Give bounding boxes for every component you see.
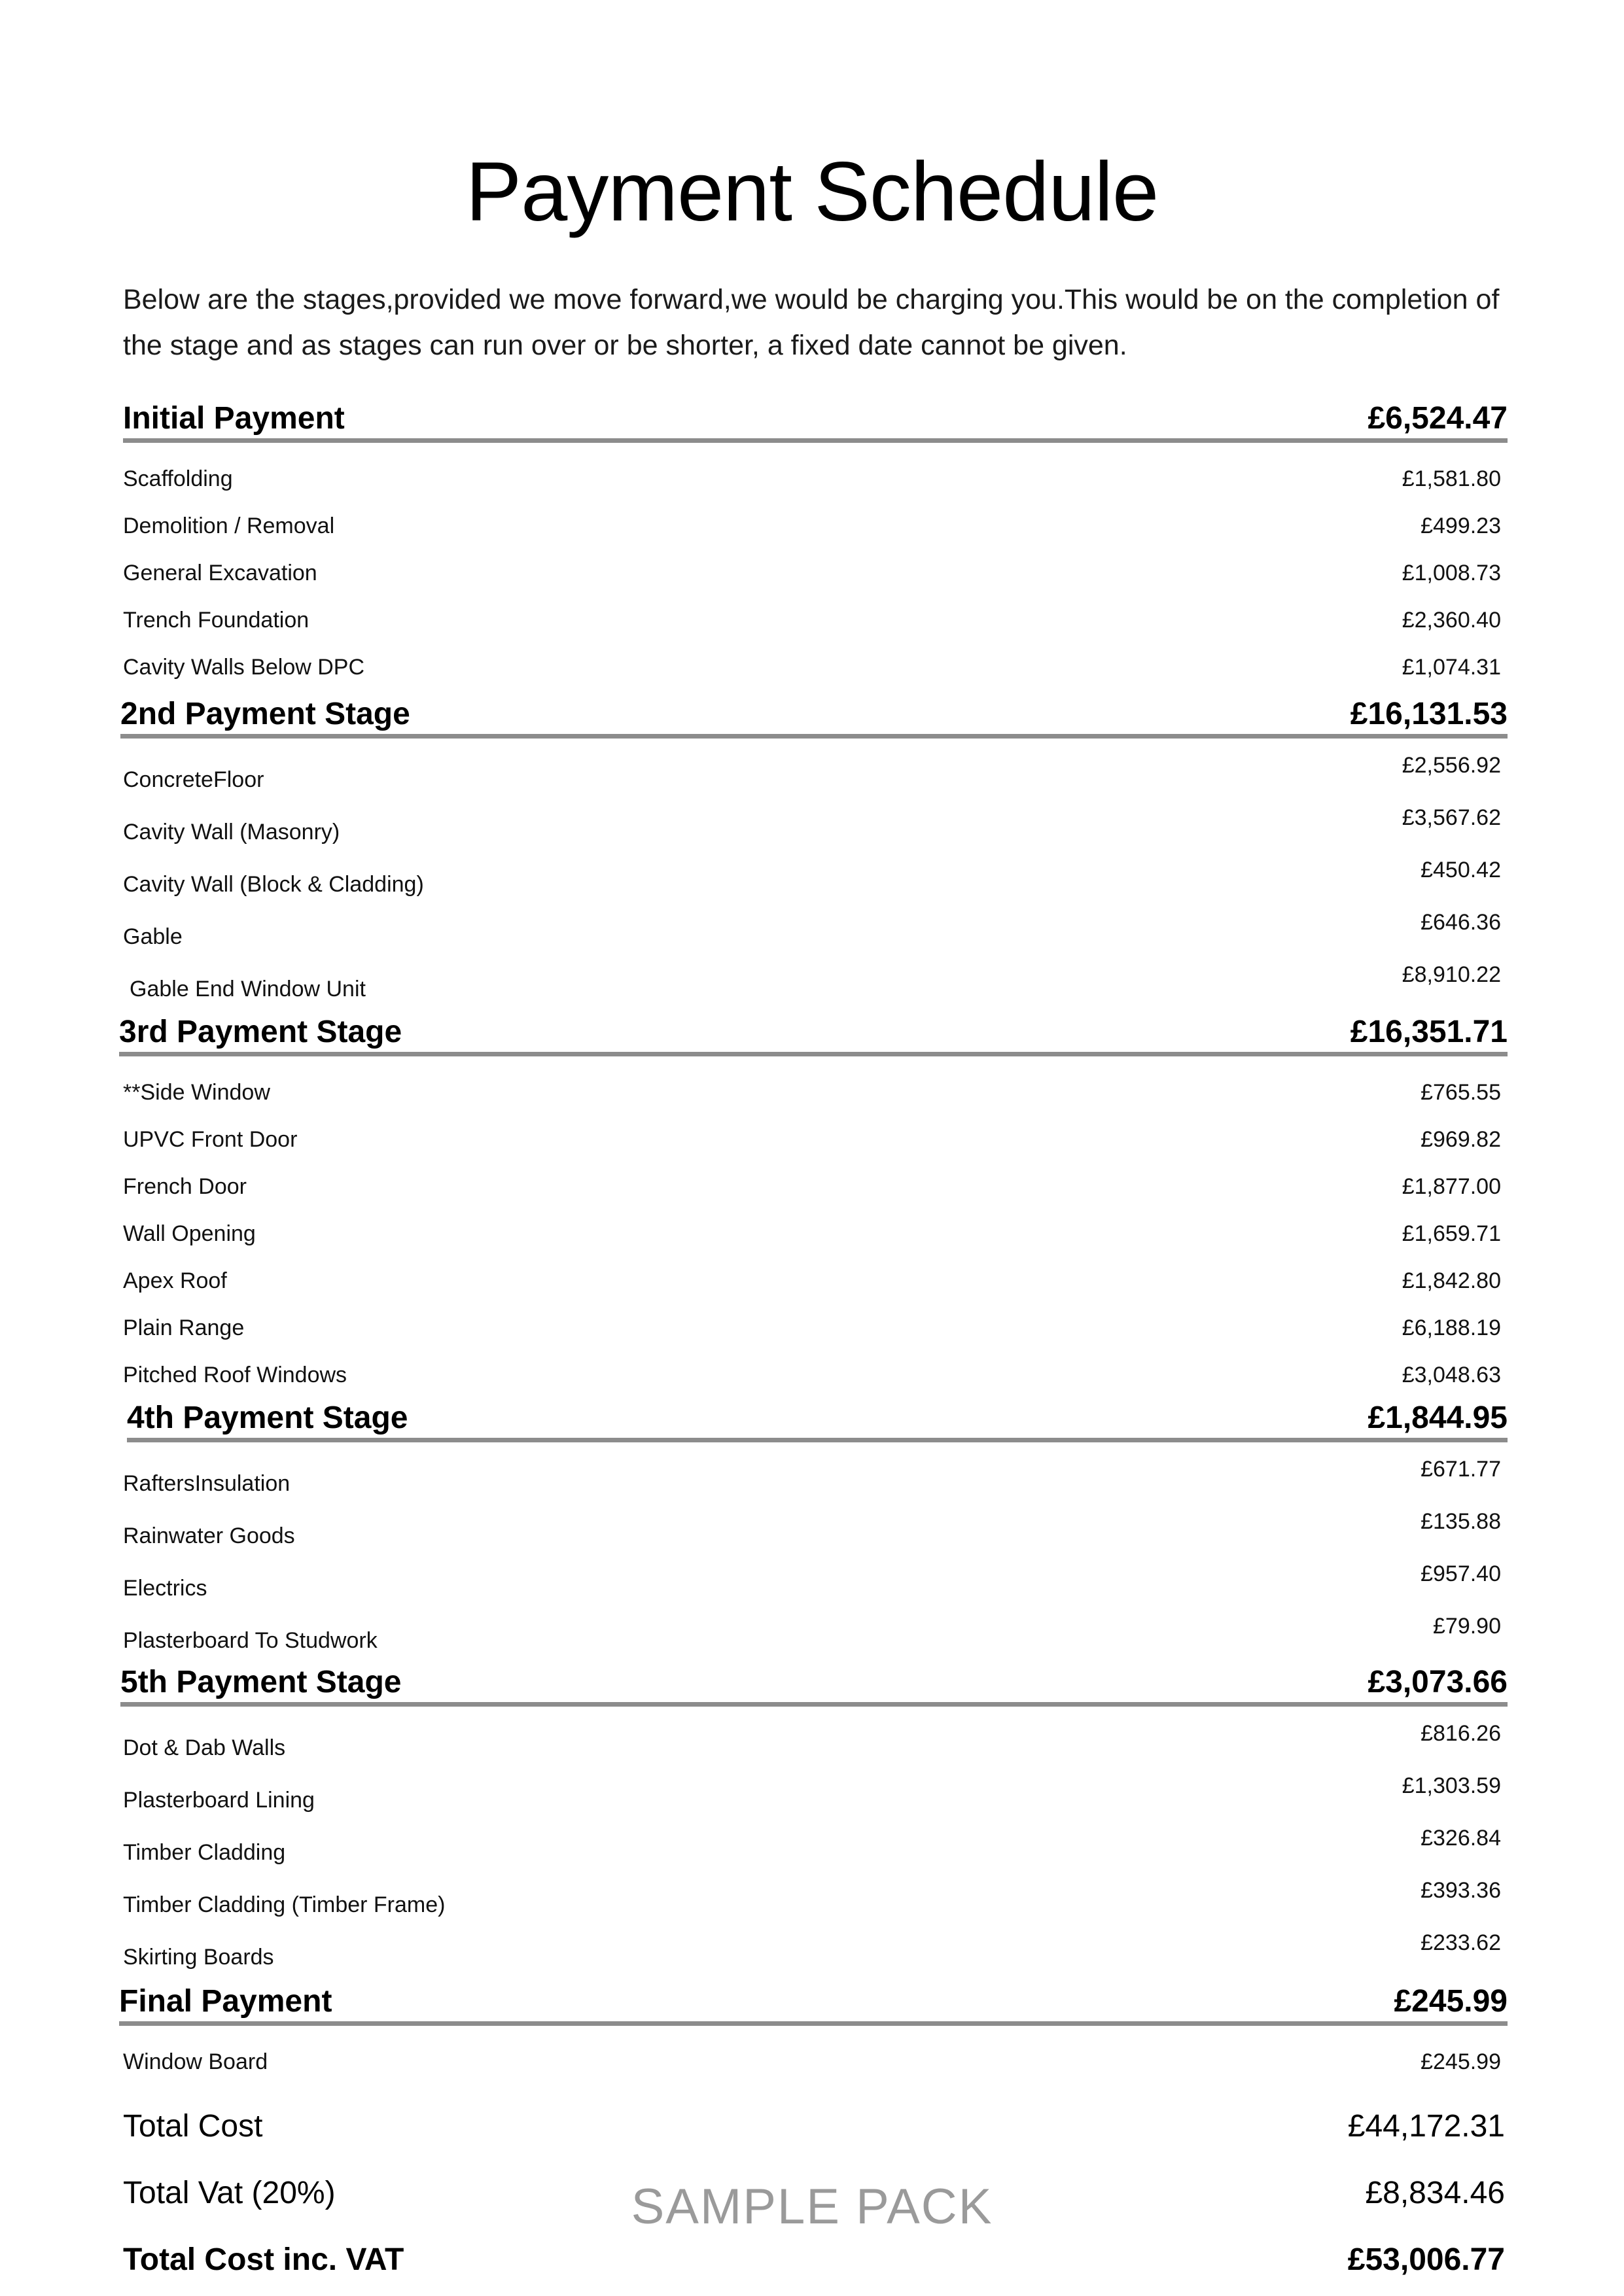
line-item	[123, 515, 1501, 537]
stage-amount: £6,524.47	[1368, 401, 1508, 436]
line-item-amount: £2,360.40	[1402, 608, 1501, 633]
line-item	[123, 1175, 1501, 1198]
line-item-amount: £8,910.22	[1402, 962, 1501, 988]
line-item	[123, 1223, 1501, 1245]
stage-items-3rd-payment-stage	[98, 1081, 1526, 1386]
line-item-amount: £499.23	[1421, 513, 1501, 539]
line-item	[123, 910, 1501, 950]
line-item-label: Timber Cladding (Timber Frame)	[123, 1892, 446, 1917]
line-item-label: Dot & Dab Walls	[123, 1735, 286, 1760]
stage-header-2nd-payment-stage	[120, 698, 1508, 739]
line-item-label: RaftersInsulation	[123, 1470, 291, 1496]
line-item	[123, 1930, 1501, 1970]
line-item	[123, 1364, 1501, 1386]
line-item-amount: £1,074.31	[1402, 655, 1501, 680]
line-item-label: Gable	[123, 924, 183, 950]
line-item-amount: £1,581.80	[1402, 466, 1501, 492]
line-item-label: UPVC Front Door	[123, 1126, 298, 1152]
line-item	[123, 1613, 1501, 1653]
total-label: Total Cost inc. VAT	[123, 2242, 404, 2277]
line-item	[123, 1825, 1501, 1865]
line-item-amount: £245.99	[1421, 2049, 1501, 2074]
line-item	[123, 609, 1501, 631]
stage-items-4th-payment-stage	[98, 1456, 1526, 1653]
stage-title: Final Payment	[119, 1983, 332, 2019]
line-item	[123, 2051, 1501, 2073]
line-item-amount: £3,048.63	[1402, 1362, 1501, 1387]
total-label: Total Vat (20%)	[123, 2175, 336, 2210]
line-item-label: Pitched Roof Windows	[123, 1362, 347, 1387]
line-item-label: Demolition / Removal	[123, 513, 335, 539]
line-item-amount: £79.90	[1433, 1613, 1501, 1639]
sample-pack-watermark: SAMPLE PACK	[631, 2179, 993, 2235]
line-item-amount: £393.36	[1421, 1877, 1501, 1903]
line-item-amount: £816.26	[1421, 1720, 1501, 1746]
line-item-label: Gable End Window Unit	[130, 977, 366, 1002]
line-item	[123, 1081, 1501, 1104]
line-item-amount: £450.42	[1421, 858, 1501, 883]
line-item-label: Cavity Walls Below DPC	[123, 655, 365, 680]
line-item-amount: £957.40	[1421, 1561, 1501, 1586]
line-item-label: Cavity Wall (Block & Cladding)	[123, 872, 424, 897]
stage-title: 4th Payment Stage	[127, 1400, 408, 1435]
stage-header-4th-payment-stage	[127, 1402, 1508, 1442]
line-item-amount: £1,008.73	[1402, 561, 1501, 586]
stage-header-final-payment	[119, 1985, 1508, 2026]
total-amount: £44,172.31	[1347, 2108, 1505, 2144]
line-item-label: French Door	[123, 1174, 247, 1199]
intro-paragraph: Below are the stages,provided we move forward,we would be charging you.This would be on the completion of the stage and as stages can run over or be shorter, a fixed date cannot be given.	[123, 284, 1500, 361]
total-row-total-cost	[123, 2108, 1505, 2144]
stage-title: 5th Payment Stage	[120, 1664, 402, 1699]
line-item-label: Plasterboard To Studwork	[123, 1627, 378, 1653]
line-item-label: Scaffolding	[123, 466, 233, 492]
total-label: Total Cost	[123, 2108, 263, 2144]
line-item-amount: £2,556.92	[1402, 753, 1501, 778]
line-item	[123, 1773, 1501, 1813]
stage-items-final-payment	[98, 2051, 1526, 2073]
line-item-amount: £646.36	[1421, 910, 1501, 935]
line-item-amount: £1,877.00	[1402, 1174, 1501, 1199]
line-item-label: Plain Range	[123, 1315, 245, 1340]
stage-items-initial-payment	[98, 468, 1526, 678]
line-item-amount: £1,303.59	[1402, 1773, 1501, 1798]
stage-header-initial-payment	[123, 402, 1508, 443]
line-item-label: General Excavation	[123, 561, 317, 586]
line-item	[123, 805, 1501, 845]
stage-items-2nd-payment-stage	[98, 753, 1526, 1002]
line-item	[123, 1270, 1501, 1292]
line-item-amount: £135.88	[1421, 1508, 1501, 1534]
stage-amount: £16,351.71	[1350, 1015, 1508, 1050]
line-item	[123, 1720, 1501, 1760]
stage-amount: £16,131.53	[1350, 697, 1508, 732]
line-item-amount: £326.84	[1421, 1825, 1501, 1851]
total-amount: £53,006.77	[1347, 2242, 1505, 2277]
line-item	[123, 1508, 1501, 1548]
line-item-label: Skirting Boards	[123, 1944, 274, 1970]
stage-title: 2nd Payment Stage	[120, 697, 410, 732]
line-item-label: **Side Window	[123, 1079, 270, 1105]
line-item-label: Electrics	[123, 1575, 207, 1601]
line-item-label: Cavity Wall (Masonry)	[123, 820, 340, 845]
line-item-amount: £3,567.62	[1402, 805, 1501, 831]
line-item	[123, 1128, 1501, 1151]
line-item	[123, 962, 1501, 1002]
stage-header-3rd-payment-stage	[119, 1016, 1508, 1056]
stage-title: Initial Payment	[123, 401, 345, 436]
line-item	[123, 1456, 1501, 1496]
line-item-amount: £1,842.80	[1402, 1268, 1501, 1293]
stage-header-5th-payment-stage	[120, 1666, 1508, 1707]
stage-amount: £1,844.95	[1368, 1400, 1508, 1435]
line-item-label: Rainwater Goods	[123, 1523, 295, 1548]
stage-amount: £245.99	[1394, 1983, 1508, 2019]
line-item-amount: £1,659.71	[1402, 1221, 1501, 1246]
line-item	[123, 1317, 1501, 1339]
line-item-amount: £233.62	[1421, 1930, 1501, 1955]
line-item-label: Wall Opening	[123, 1221, 256, 1246]
line-item	[123, 1561, 1501, 1601]
line-item-label: Trench Foundation	[123, 608, 309, 633]
line-item	[123, 562, 1501, 584]
line-item-amount: £6,188.19	[1402, 1315, 1501, 1340]
line-item-amount: £671.77	[1421, 1456, 1501, 1482]
stage-title: 3rd Payment Stage	[119, 1015, 402, 1050]
line-item-label: Plasterboard Lining	[123, 1787, 315, 1813]
line-item-amount: £969.82	[1421, 1126, 1501, 1152]
line-item	[123, 858, 1501, 897]
line-item	[123, 468, 1501, 490]
line-item	[123, 1877, 1501, 1917]
line-item-amount: £765.55	[1421, 1079, 1501, 1105]
line-item-label: Apex Roof	[123, 1268, 227, 1293]
stage-items-5th-payment-stage	[98, 1720, 1526, 1970]
line-item-label: ConcreteFloor	[123, 767, 264, 793]
stage-amount: £3,073.66	[1368, 1664, 1508, 1699]
line-item	[123, 753, 1501, 793]
line-item	[123, 656, 1501, 678]
total-row-total-cost-inc-vat	[123, 2244, 1505, 2276]
line-item-label: Window Board	[123, 2049, 268, 2074]
total-amount: £8,834.46	[1365, 2175, 1505, 2210]
page-title: Payment Schedule	[465, 145, 1159, 239]
line-item-label: Timber Cladding	[123, 1839, 286, 1865]
